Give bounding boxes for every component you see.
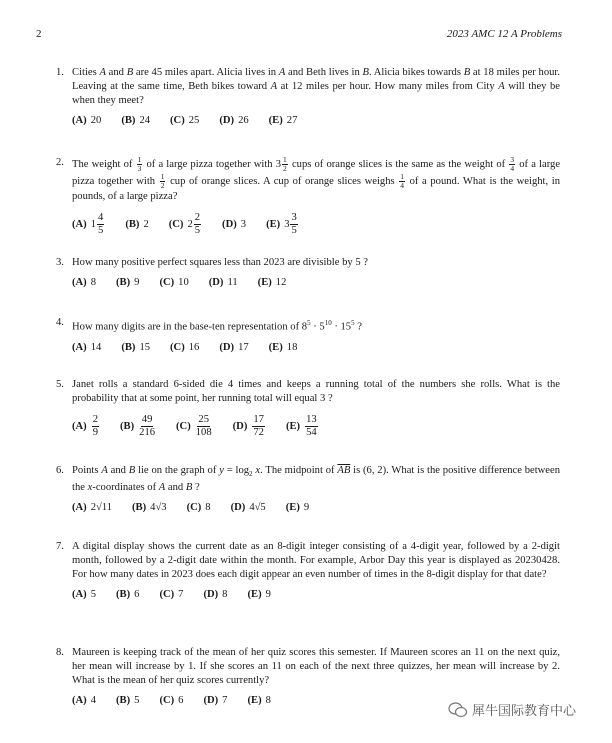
choice-c[interactable]: (C) 8 — [186, 502, 211, 514]
choice-e[interactable]: (E) 13 54 — [285, 414, 317, 438]
choice-a[interactable]: (A) 14 — [72, 341, 102, 353]
choice-c[interactable]: (C) 6 — [159, 695, 184, 706]
problem-number: 1. — [56, 67, 64, 78]
problem-text: Points A and B lie on the graph of $y = \log_2 x$. The midpoint of $\overline{AB}$ is (6, 2). What is the positive difference between the x-coordinates of A and B ? — [72, 465, 561, 494]
problem-7 — [56, 540, 560, 602]
choice-b[interactable]: (B) 49 216 — [120, 414, 156, 438]
choice-c[interactable]: (C) 10 — [159, 277, 189, 288]
answer-choices — [72, 114, 560, 128]
problem-text: The weight of $\frac{1}{3}$ of a large pizza together with 3 $\frac{1}{2}$ cups of orange slices is the same as the weight of $\frac{3}{4}$ of a large pizza together with $\frac{1}{2}$ cup of orange slices. A cup of orange slices weighs $\frac{1}{4}$ of a pound. What is the weight, in pounds, of a large pizza? — [72, 155, 561, 202]
problem-number: 4. — [56, 317, 64, 328]
choice-d[interactable]: (D) 17 72 — [232, 414, 264, 438]
problem-text: How many positive perfect squares less than 2023 are divisible by 5 ? — [72, 257, 368, 268]
problem-number: 3. — [56, 257, 64, 268]
choice-e[interactable]: (E) 8 — [247, 695, 271, 706]
page-header — [36, 28, 562, 42]
wechat-icon — [448, 702, 468, 718]
choice-b[interactable]: (B) 5 — [116, 695, 140, 706]
choice-b[interactable]: (B) 15 — [121, 341, 151, 353]
problem-text: A digital display shows the current date as an 8-digit integer consisting of a 4-digit year, followed by a 2-digit month, followed by a 2-digit date within the month. For example, Arbor Day this year is displayed as 20230428. For how many dates in 2023 does each digit appear an even number of times in the 8-digit display for that date? — [72, 541, 560, 580]
problem-number: 5. — [56, 379, 64, 390]
problem-3 — [56, 256, 560, 290]
answer-choices — [72, 414, 560, 439]
choice-a[interactable]: (A) 5 — [72, 589, 97, 600]
choice-d[interactable]: (D) 8 — [203, 589, 228, 600]
choice-b[interactable]: (B) 4√3 — [132, 502, 167, 514]
answer-choices — [72, 212, 560, 237]
choice-a[interactable]: (A) 1 4 5 — [72, 212, 104, 236]
choice-d[interactable]: (D) 3 — [222, 218, 247, 230]
choice-c[interactable]: (C) 25 108 — [176, 414, 212, 438]
problem-6 — [56, 464, 561, 515]
answer-choices — [72, 341, 560, 355]
choice-a[interactable]: (A) 8 — [72, 277, 97, 288]
choice-d[interactable]: (D) 17 — [219, 341, 249, 353]
problem-text: Janet rolls a standard 6-sided die 4 times and keeps a running total of the numbers she rolls. What is the probability that at some point, her running total will equal 3 ? — [72, 379, 560, 404]
choice-b[interactable]: (B) 6 — [116, 589, 140, 600]
problem-5 — [56, 378, 560, 439]
choice-e[interactable]: (E) 18 — [268, 341, 298, 353]
choice-e[interactable]: (E) 3 3 5 — [266, 212, 297, 236]
answer-choices — [72, 588, 560, 602]
choice-a[interactable]: (A) 20 — [72, 115, 102, 126]
choice-e[interactable]: (E) 12 — [257, 277, 287, 288]
problem-4 — [56, 316, 560, 355]
problem-text: Maureen is keeping track of the mean of her quiz scores this semester. If Maureen scores an 11 on the next quiz, her mean will increase by 1. If she scores an 11 on each of the next three quizzes, her mean will increase by 2. What is the mean of her quiz scores currently? — [72, 647, 560, 686]
choice-a[interactable]: (A) 2 9 — [72, 414, 99, 438]
problem-1 — [56, 66, 561, 128]
choice-c[interactable]: (C) 2 2 5 — [168, 212, 201, 236]
choice-d[interactable]: (D) 26 — [219, 115, 249, 126]
choice-c[interactable]: (C) 16 — [170, 341, 200, 353]
problem-number: 6. — [56, 465, 64, 476]
problem-text: Cities A and B are 45 miles apart. Alicia lives in A and Beth lives in B. Alicia bikes towards B at 18 miles per hour. Leaving at the same time, Beth bikes toward A at 12 miles per hour. How many miles from City A will they be when they meet? — [72, 67, 561, 106]
choice-c[interactable]: (C) 25 — [170, 115, 200, 126]
choice-a[interactable]: (A) 2√11 — [72, 502, 113, 514]
choice-b[interactable]: (B) 2 — [125, 218, 149, 230]
choice-a[interactable]: (A) 4 — [72, 695, 97, 706]
answer-choices — [72, 501, 560, 515]
choice-b[interactable]: (B) 24 — [121, 115, 151, 126]
problem-8 — [56, 646, 560, 708]
problem-number: 8. — [56, 647, 64, 658]
choice-d[interactable]: (D) 4√5 — [230, 502, 266, 514]
watermark-text: 犀牛国际教育中心 — [472, 704, 577, 719]
problem-2 — [56, 155, 561, 237]
choice-e[interactable]: (E) 9 — [247, 589, 271, 600]
watermark — [448, 700, 576, 719]
page-title: 2023 AMC 12 A Problems — [446, 28, 562, 40]
choice-e[interactable]: (E) 9 — [285, 502, 310, 514]
choice-c[interactable]: (C) 7 — [159, 589, 184, 600]
problem-text: How many digits are in the base-ten representation of $8^5 \cdot 5^{10} \cdot 15^5$ ? — [72, 319, 362, 333]
problem-number: 2. — [56, 157, 64, 168]
choice-d[interactable]: (D) 7 — [203, 695, 228, 706]
choice-e[interactable]: (E) 27 — [268, 115, 298, 126]
choice-b[interactable]: (B) 9 — [116, 277, 140, 288]
choice-d[interactable]: (D) 11 — [208, 277, 238, 288]
page-number: 2 — [36, 28, 42, 40]
problem-number: 7. — [56, 541, 64, 552]
answer-choices — [72, 276, 560, 290]
